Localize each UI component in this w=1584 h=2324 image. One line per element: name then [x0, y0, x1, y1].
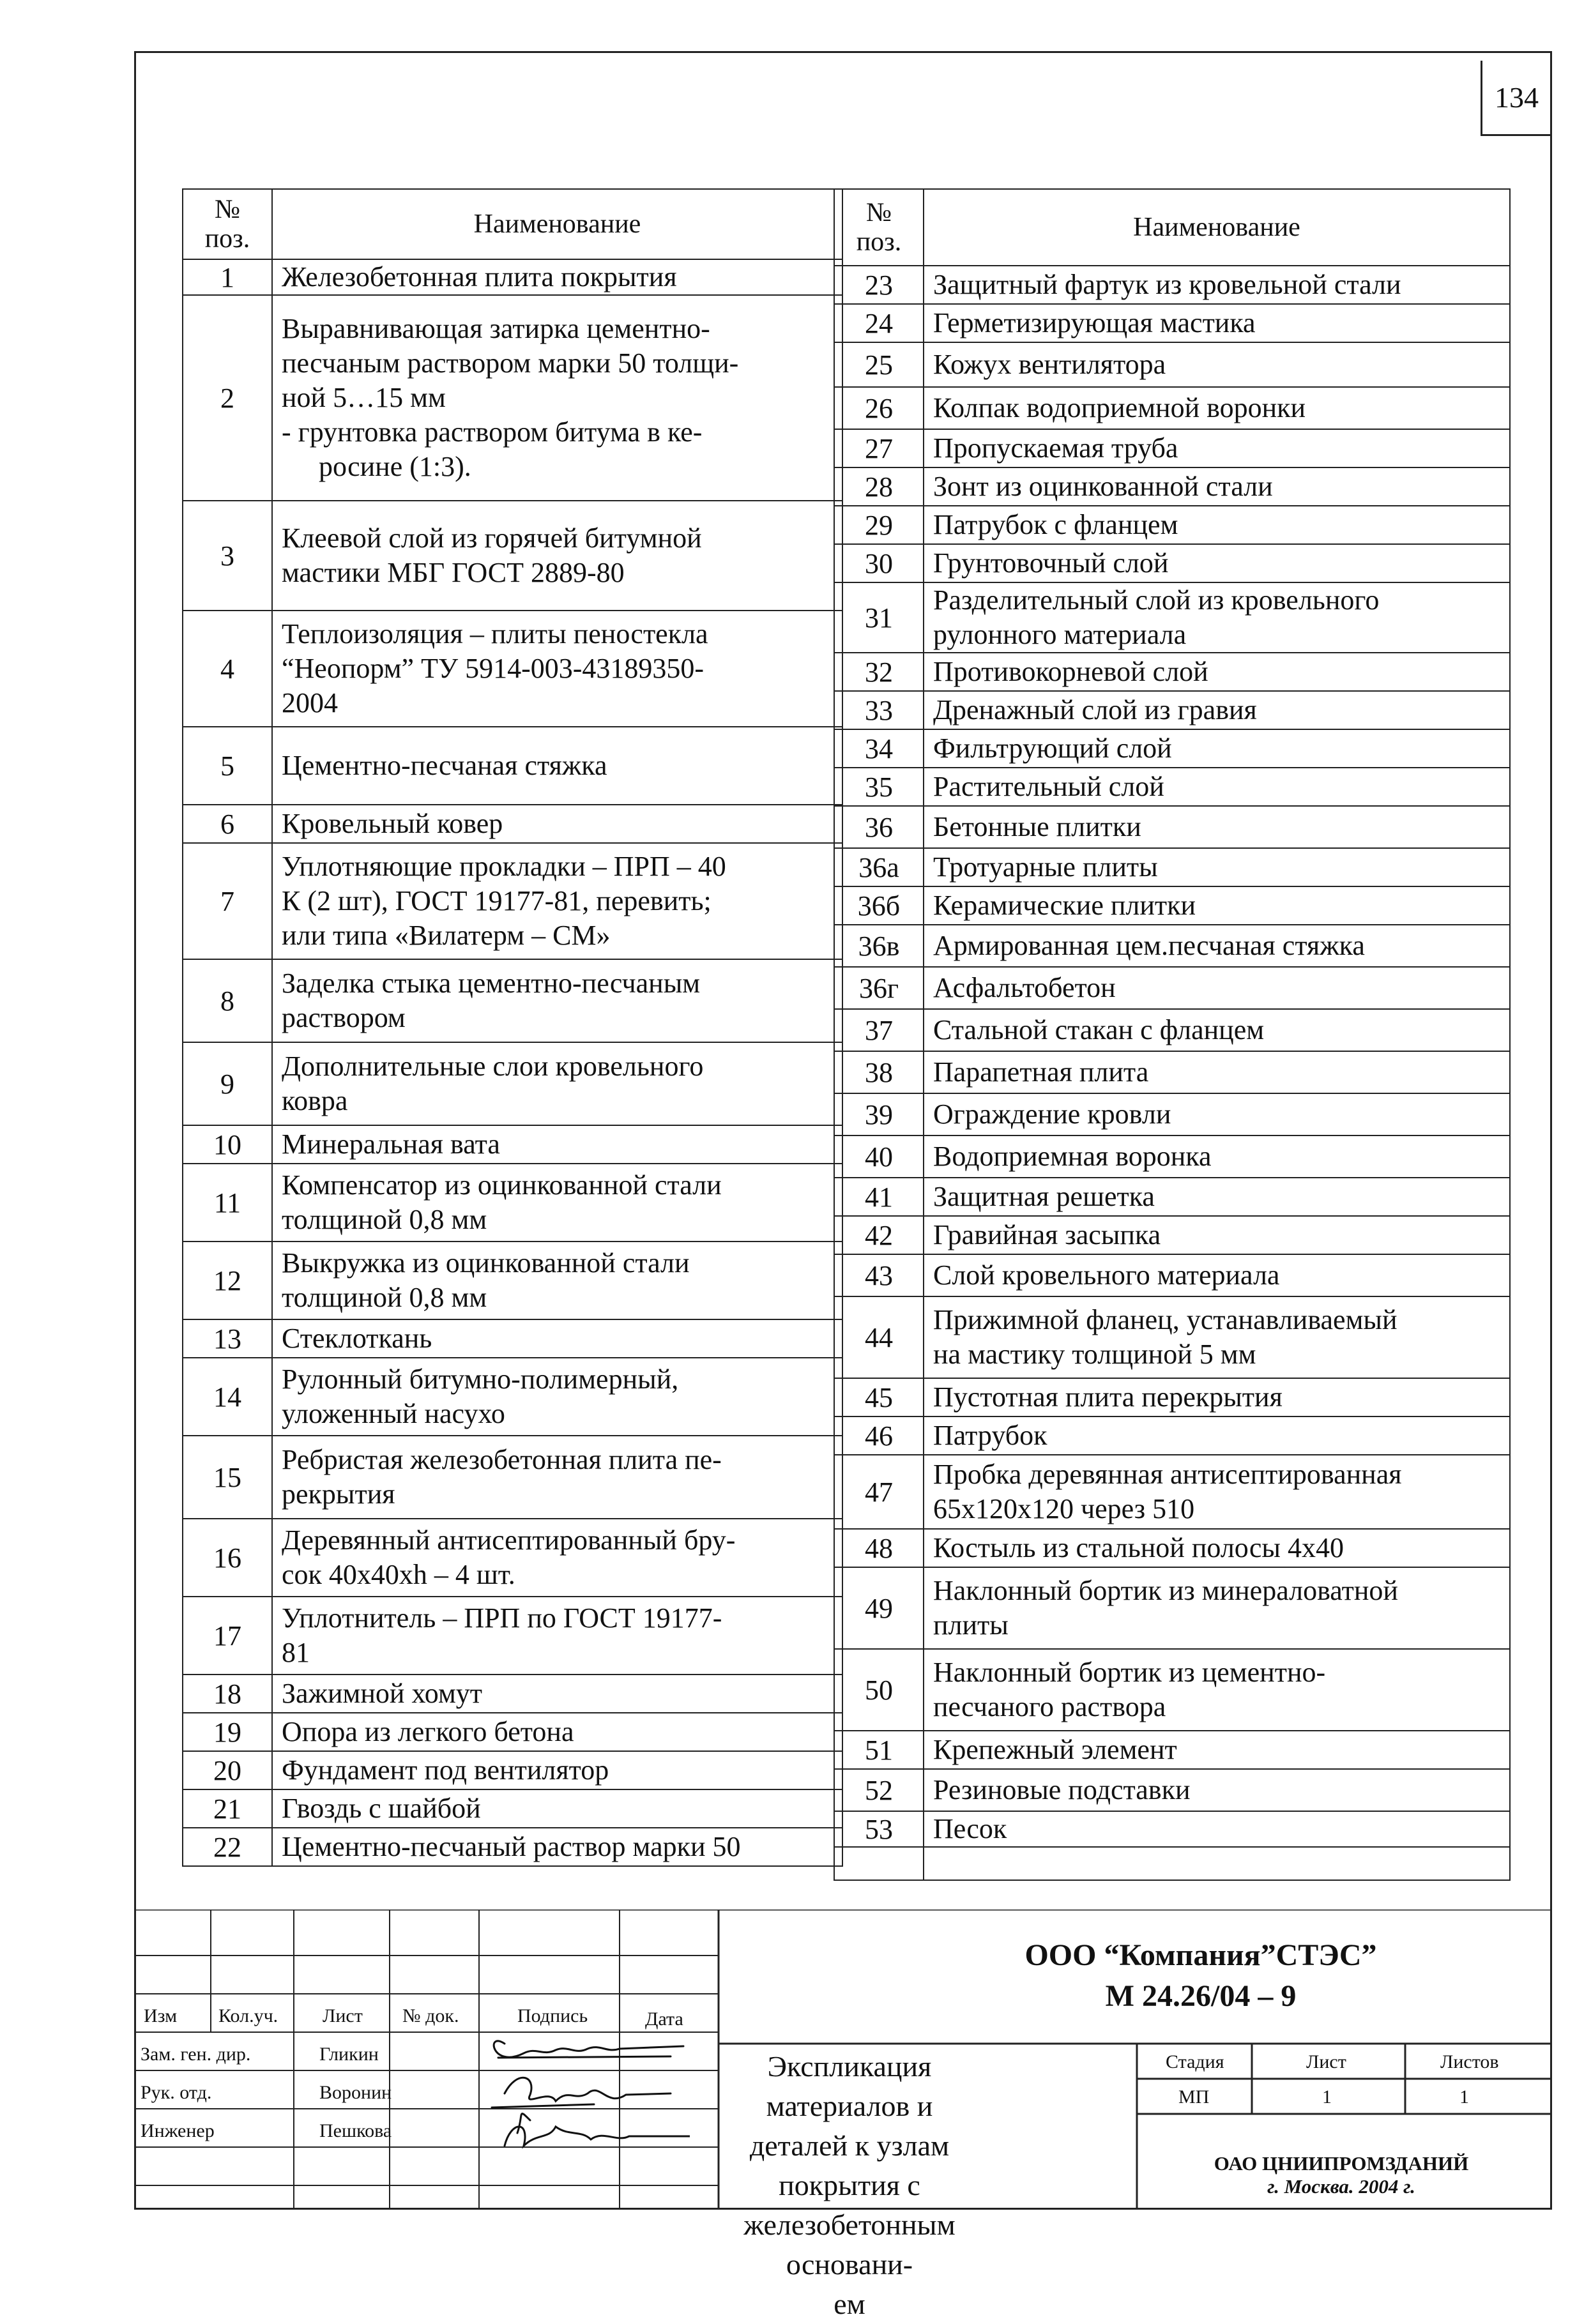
item-name-line: Деревянный антисептированный бру-: [282, 1524, 736, 1556]
item-name-line: Заделка стыка цементно-песчаным: [282, 968, 701, 999]
item-name-line: Уплотняющие прокладки – ПРП – 40: [282, 851, 726, 882]
item-name: Асфальтобетон: [924, 967, 1510, 1009]
col-header-signature: Подпись: [517, 2005, 588, 2026]
role-director: Зам. ген. дир.: [141, 2044, 251, 2065]
item-name: Гвоздь с шайбой: [272, 1789, 842, 1828]
pos-number: 36в: [834, 925, 924, 967]
item-name: [924, 1847, 1510, 1880]
table-row: [183, 1828, 842, 1866]
col-header-kol: Кол.уч.: [218, 2005, 278, 2026]
item-name: Песок: [924, 1811, 1510, 1847]
item-name: [272, 1436, 842, 1519]
pos-number: 13: [183, 1319, 272, 1358]
pos-number: 4: [183, 611, 272, 727]
sheet-header: Лист: [1306, 2051, 1346, 2072]
item-name: [272, 843, 842, 959]
table-row: [183, 1789, 842, 1828]
pos-number: 36а: [834, 848, 924, 886]
table-row: [834, 1216, 1510, 1254]
pos-number: 22: [183, 1828, 272, 1866]
item-name: Костыль из стальной полосы 4х40: [924, 1529, 1510, 1567]
item-name: Кожух вентилятора: [924, 342, 1510, 387]
item-name: [272, 295, 842, 501]
item-name-line: рекрытия: [282, 1478, 395, 1510]
institute-city-year: г. Москва. 2004 г.: [1267, 2175, 1415, 2198]
item-name: Фильтрующий слой: [924, 729, 1510, 768]
table-row: [183, 1319, 842, 1358]
item-name: [924, 1296, 1510, 1378]
pos-number: 1: [183, 259, 272, 295]
table-row: [834, 1135, 1510, 1178]
role-department-head: Рук. отд.: [141, 2082, 212, 2103]
item-name-line: Разделительный слой из кровельного: [933, 584, 1380, 616]
pos-number: 18: [183, 1675, 272, 1713]
table-row: [183, 1358, 842, 1436]
item-name: [272, 959, 842, 1042]
institute-block: [1134, 2152, 1549, 2198]
pos-number: 43: [834, 1254, 924, 1296]
pos-number: 26: [834, 387, 924, 429]
item-name: [272, 501, 842, 611]
pos-number: 25: [834, 342, 924, 387]
title-block: [134, 1910, 1552, 2320]
pos-number: 24: [834, 304, 924, 342]
item-name-line: ковра: [282, 1085, 348, 1116]
pos-number: 42: [834, 1216, 924, 1254]
item-name-line: Уплотнитель – ПРП по ГОСТ 19177-: [282, 1602, 722, 1634]
item-name: Цементно-песчаная стяжка: [272, 727, 842, 805]
table-row: [834, 1416, 1510, 1455]
table-row: [834, 1847, 1510, 1880]
right-legend-table: [834, 188, 1511, 1881]
document-title-line: Экспликация материалов и: [766, 2050, 933, 2122]
pos-number: 36г: [834, 967, 924, 1009]
item-name-line: на мастику толщиной 5 мм: [933, 1339, 1256, 1370]
table-row: [834, 768, 1510, 806]
table-row: [834, 1769, 1510, 1811]
table-row: [834, 1093, 1510, 1135]
pos-number: 28: [834, 467, 924, 506]
stage-header: Стадия: [1166, 2051, 1224, 2072]
stage-value: МП: [1178, 2086, 1210, 2108]
item-name-line: ной 5…15 мм: [282, 382, 446, 413]
item-name: Зонт из оцинкованной стали: [924, 467, 1510, 506]
name-header: Наименование: [272, 189, 842, 259]
table-row: [834, 1455, 1510, 1529]
table-row: [834, 1051, 1510, 1093]
pos-number: 12: [183, 1242, 272, 1319]
table-row: [834, 342, 1510, 387]
table-row: [834, 1731, 1510, 1769]
item-name: Растительный слой: [924, 768, 1510, 806]
role-engineer: Инженер: [141, 2120, 215, 2141]
item-name-line: К (2 шт), ГОСТ 19177-81, перевить;: [282, 885, 712, 916]
item-name: Керамические плитки: [924, 886, 1510, 925]
table-row: [183, 1125, 842, 1164]
document-code: М 24.26/04 – 9: [1105, 1979, 1297, 2013]
table-row: [834, 967, 1510, 1009]
table-row: [834, 304, 1510, 342]
item-name: Грунтовочный слой: [924, 544, 1510, 582]
item-name-line: Теплоизоляция – плиты пеностекла: [282, 618, 708, 649]
table-row: [834, 429, 1510, 467]
item-name: Герметизирующая мастика: [924, 304, 1510, 342]
table-row: [834, 848, 1510, 886]
item-name: [272, 1358, 842, 1436]
table-row: [834, 1254, 1510, 1296]
item-name-line: мастики МБГ ГОСТ 2889-80: [282, 557, 625, 588]
item-name: Бетонные плитки: [924, 806, 1510, 848]
pos-number: 45: [834, 1378, 924, 1416]
item-subitem-line: - грунтовка раствором битума в ке-: [282, 416, 703, 448]
item-name-line: Прижимной фланец, устанавливаемый: [933, 1304, 1397, 1335]
sheets-header: Листов: [1440, 2051, 1499, 2072]
name-director: Гликин: [319, 2044, 379, 2065]
item-name-line: Клеевой слой из горячей битумной: [282, 522, 702, 554]
item-name: Фундамент под вентилятор: [272, 1751, 842, 1789]
pos-number: 53: [834, 1811, 924, 1847]
document-title-line: ем: [834, 2288, 865, 2320]
page-number: 134: [1481, 61, 1551, 136]
pos-number: 39: [834, 1093, 924, 1135]
pos-number: 37: [834, 1009, 924, 1051]
item-name-line: Дополнительные слои кровельного: [282, 1051, 704, 1082]
table-row: [183, 259, 842, 295]
item-name-line: Ребристая железобетонная плита пе-: [282, 1444, 722, 1475]
sheets-value: 1: [1459, 2086, 1469, 2108]
pos-number: 16: [183, 1519, 272, 1597]
pos-number: 34: [834, 729, 924, 768]
item-name: Гравийная засыпка: [924, 1216, 1510, 1254]
item-name-line: Рулонный битумно-полимерный,: [282, 1363, 679, 1395]
pos-number: 14: [183, 1358, 272, 1436]
table-row: [834, 1529, 1510, 1567]
pos-number: 7: [183, 843, 272, 959]
item-name-line: раствором: [282, 1002, 406, 1033]
pos-number: 9: [183, 1042, 272, 1125]
pos-number: 36б: [834, 886, 924, 925]
item-name: [924, 1567, 1510, 1649]
table-row: [834, 387, 1510, 429]
item-name-line: толщиной 0,8 мм: [282, 1282, 487, 1313]
pos-number: 32: [834, 653, 924, 691]
pos-number: 36: [834, 806, 924, 848]
name-header: Наименование: [924, 189, 1510, 266]
item-name-line: Выкружка из оцинкованной стали: [282, 1247, 690, 1279]
item-name-line: Наклонный бортик из минераловатной: [933, 1575, 1398, 1606]
item-name-line: Компенсатор из оцинкованной стали: [282, 1169, 722, 1201]
document-title-line: железобетонным основани-: [743, 2208, 956, 2281]
table-row: [183, 805, 842, 843]
name-engineer: Пешкова: [319, 2120, 392, 2141]
pos-number: 46: [834, 1416, 924, 1455]
table-row: [183, 959, 842, 1042]
pos-number: 31: [834, 582, 924, 653]
table-row: [183, 1242, 842, 1319]
table-row: [834, 1567, 1510, 1649]
item-name-line: Наклонный бортик из цементно-: [933, 1657, 1326, 1688]
document-title-line: деталей к узлам покрытия с: [749, 2129, 950, 2201]
table-row: [834, 1178, 1510, 1216]
item-name: Водоприемная воронка: [924, 1135, 1510, 1178]
item-name-line: 2004: [282, 687, 338, 718]
table-row: [834, 506, 1510, 544]
table-row: [834, 653, 1510, 691]
item-name: Зажимной хомут: [272, 1675, 842, 1713]
organization-block: [849, 1935, 1552, 2017]
pos-number: 33: [834, 691, 924, 729]
document-title: [722, 2047, 977, 2324]
pos-number: 35: [834, 768, 924, 806]
sheet-value: 1: [1322, 2086, 1332, 2108]
item-name: Стальной стакан с фланцем: [924, 1009, 1510, 1051]
col-header-izm: Изм: [144, 2005, 178, 2026]
table-row: [183, 1751, 842, 1789]
item-name-line: Выравнивающая затирка цементно-: [282, 313, 710, 344]
organization-name: ООО “Компания”СТЭС”: [1024, 1938, 1377, 1972]
institute-name: ОАО ЦНИИПРОМЗДАНИЙ: [1214, 2152, 1469, 2175]
pos-number: 49: [834, 1567, 924, 1649]
col-header-date: Дата: [645, 2009, 683, 2030]
pos-number: 23: [834, 266, 924, 304]
item-name: Дренажный слой из гравия: [924, 691, 1510, 729]
pos-number: 40: [834, 1135, 924, 1178]
item-name: [272, 1242, 842, 1319]
item-name: Крепежный элемент: [924, 1731, 1510, 1769]
table-row: [834, 1378, 1510, 1416]
pos-number: 30: [834, 544, 924, 582]
table-row: [183, 611, 842, 727]
item-name-line: песчаным раствором марки 50 толщи-: [282, 347, 739, 379]
col-header-doc: № док.: [402, 2005, 459, 2026]
table-row: [183, 1519, 842, 1597]
item-name: [272, 1519, 842, 1597]
table-row: [834, 691, 1510, 729]
item-name: Пропускаемая труба: [924, 429, 1510, 467]
item-name: Тротуарные плиты: [924, 848, 1510, 886]
item-name: [924, 1649, 1510, 1731]
table-row: [183, 1713, 842, 1751]
item-name-line: 65х120х120 через 510: [933, 1493, 1195, 1524]
pos-number: 21: [183, 1789, 272, 1828]
table-row: [183, 295, 842, 501]
item-name: Стеклоткань: [272, 1319, 842, 1358]
pos-number: 11: [183, 1164, 272, 1242]
item-name: Парапетная плита: [924, 1051, 1510, 1093]
pos-number: 52: [834, 1769, 924, 1811]
item-name-line: песчаного раствора: [933, 1691, 1166, 1722]
item-name-line: Пробка деревянная антисептированная: [933, 1459, 1402, 1490]
table-row: [183, 1164, 842, 1242]
pos-number: 2: [183, 295, 272, 501]
item-subitem-line: росине (1:3).: [319, 451, 471, 482]
item-name: Защитный фартук из кровельной стали: [924, 266, 1510, 304]
item-name: Слой кровельного материала: [924, 1254, 1510, 1296]
table-row: [834, 467, 1510, 506]
item-name: [272, 611, 842, 727]
pos-number: 50: [834, 1649, 924, 1731]
table-row: [834, 1009, 1510, 1051]
table-row: [834, 1811, 1510, 1847]
pos-number: 3: [183, 501, 272, 611]
table-row: [183, 727, 842, 805]
pos-number: 29: [834, 506, 924, 544]
pos-number: 5: [183, 727, 272, 805]
pos-number: 17: [183, 1597, 272, 1675]
pos-number: [834, 1847, 924, 1880]
item-name-line: или типа «Вилатерм – СМ»: [282, 920, 611, 951]
item-name: Минеральная вата: [272, 1125, 842, 1164]
table-row: [834, 925, 1510, 967]
col-header-list: Лист: [323, 2005, 363, 2026]
table-row: [834, 582, 1510, 653]
name-department-head: Воронин: [319, 2082, 392, 2103]
item-name: Железобетонная плита покрытия: [272, 259, 842, 295]
pos-number: 41: [834, 1178, 924, 1216]
table-row: [183, 501, 842, 611]
pos-number: 20: [183, 1751, 272, 1789]
item-name: Патрубок с фланцем: [924, 506, 1510, 544]
item-name: Цементно-песчаный раствор марки 50: [272, 1828, 842, 1866]
item-name: Противокорневой слой: [924, 653, 1510, 691]
table-row: [183, 1597, 842, 1675]
item-name-line: “Неопорм” ТУ 5914-003-43189350-: [282, 653, 704, 684]
item-name: Армированная цем.песчаная стяжка: [924, 925, 1510, 967]
item-name: [924, 1455, 1510, 1529]
pos-number: 44: [834, 1296, 924, 1378]
table-row: [834, 1296, 1510, 1378]
pos-number: 8: [183, 959, 272, 1042]
pos-number: 19: [183, 1713, 272, 1751]
item-name: [272, 1597, 842, 1675]
table-row: [183, 1436, 842, 1519]
item-name: Кровельный ковер: [272, 805, 842, 843]
item-name: Ограждение кровли: [924, 1093, 1510, 1135]
pos-header: № поз.: [183, 189, 272, 259]
pos-number: 48: [834, 1529, 924, 1567]
item-name: [272, 1164, 842, 1242]
item-name-line: сок 40х40хh – 4 шт.: [282, 1559, 515, 1590]
item-name: Патрубок: [924, 1416, 1510, 1455]
item-name: Пустотная плита перекрытия: [924, 1378, 1510, 1416]
item-name: [924, 582, 1510, 653]
item-name: Резиновые подставки: [924, 1769, 1510, 1811]
pos-number: 6: [183, 805, 272, 843]
item-name-line: плиты: [933, 1609, 1009, 1641]
table-row: [183, 1042, 842, 1125]
item-name: [272, 1042, 842, 1125]
pos-header: № поз.: [834, 189, 924, 266]
item-name: Опора из легкого бетона: [272, 1713, 842, 1751]
table-row: [834, 886, 1510, 925]
signatures: [479, 2018, 690, 2165]
table-row: [834, 729, 1510, 768]
table-row: [183, 1675, 842, 1713]
pos-number: 51: [834, 1731, 924, 1769]
table-row: [834, 806, 1510, 848]
item-name-line: уложенный насухо: [282, 1398, 505, 1429]
item-name: Колпак водоприемной воронки: [924, 387, 1510, 429]
item-name-line: толщиной 0,8 мм: [282, 1204, 487, 1235]
table-row: [834, 544, 1510, 582]
item-name-line: 81: [282, 1637, 310, 1668]
pos-number: 10: [183, 1125, 272, 1164]
item-name: Защитная решетка: [924, 1178, 1510, 1216]
pos-number: 15: [183, 1436, 272, 1519]
item-name-line: рулонного материала: [933, 619, 1187, 650]
pos-number: 38: [834, 1051, 924, 1093]
pos-number: 27: [834, 429, 924, 467]
pos-number: 47: [834, 1455, 924, 1529]
table-row: [834, 266, 1510, 304]
table-row: [183, 843, 842, 959]
left-legend-table: [182, 188, 843, 1867]
table-row: [834, 1649, 1510, 1731]
